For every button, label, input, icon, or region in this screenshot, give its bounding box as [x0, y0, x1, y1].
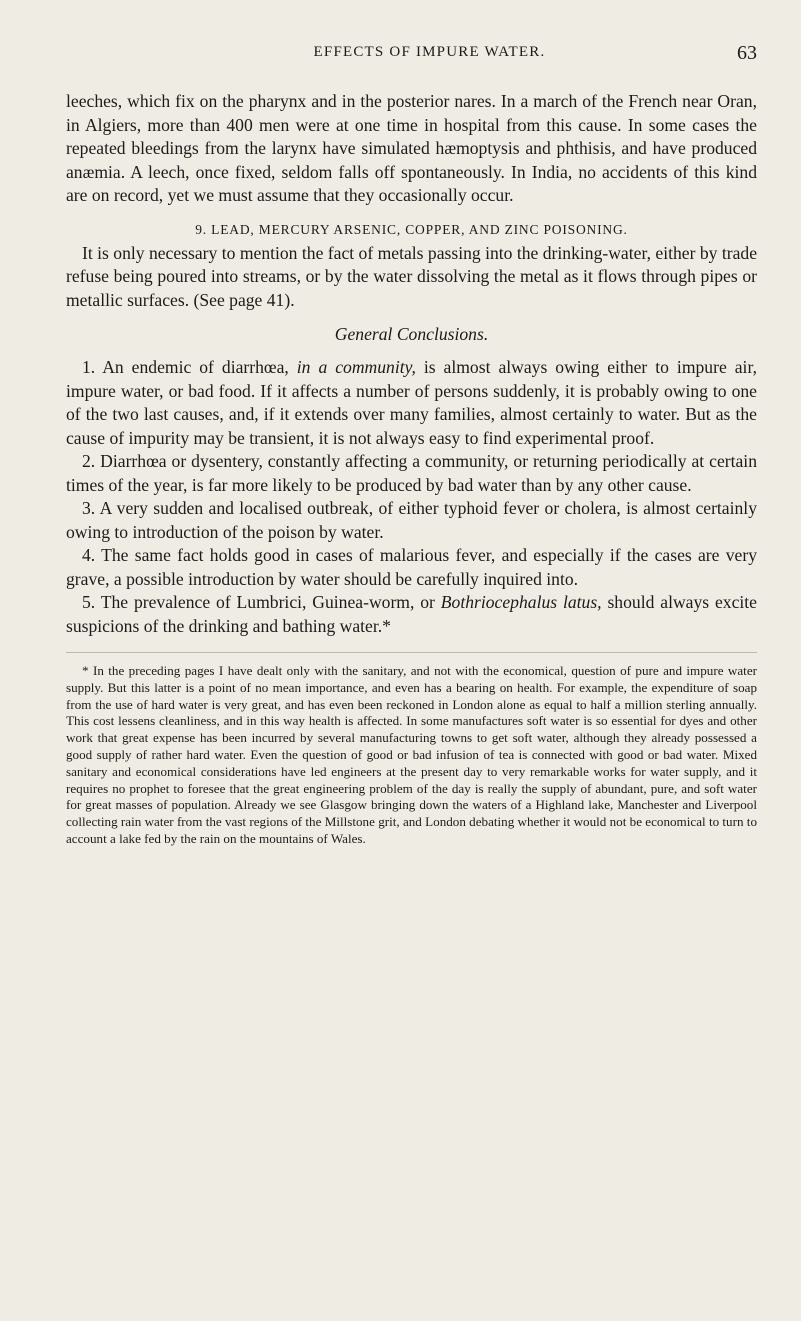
conclusion-item-5-text: 5. The prevalence of Lumbrici, Guinea-worm, or — [82, 592, 441, 612]
running-head — [66, 44, 757, 70]
footnote-divider — [66, 652, 757, 653]
general-conclusions-heading: General Conclusions. — [334, 324, 489, 344]
conclusion-item-1-text: 1. An endemic of diarrhœa, — [82, 357, 297, 377]
conclusion-item-1-italic: in a community, — [296, 357, 416, 377]
conclusion-item-1-rest: is almost always owing either to impure air, impure water, or bad food. If it affects a number of persons suddenly, it is probably owing to one of the two last causes, and, if it extends over many families, almost certainly to water. But as the cause of impurity may be transient, it is not always easy to find experimental proof. — [66, 357, 757, 448]
poisoning-paragraph: It is only necessary to mention the fact of metals passing into the drinking-water, either by trade refuse being poured into streams, or by the water dissolving the metal as it flows through pipes or metallic surfaces. (See page 41). — [66, 242, 757, 310]
conclusion-item-3: 3. A very sudden and localised outbreak, of either typhoid fever or cholera, is almost certainly owing to introduction of the poison by water. — [66, 498, 757, 542]
conclusion-item-4: 4. The same fact holds good in cases of malarious fever, and especially if the cases are very grave, a possible introduction by water should be carefully inquired into. — [66, 545, 757, 589]
conclusion-item-1 — [66, 356, 757, 450]
page-number: 63 — [737, 42, 757, 64]
conclusion-item-2: 2. Diarrhœa or dysentery, constantly affecting a community, or returning periodically at certain times of the year, is far more likely to be produced by bad water than by any other cause. — [66, 451, 757, 495]
conclusion-item-5 — [66, 591, 757, 638]
conclusion-item-5-italic: Bothriocephalus latus, — [440, 592, 602, 612]
intro-paragraph: leeches, which fix on the pharynx and in the posterior nares. In a march of the French near Oran, in Algiers, more than 400 men were at one time in hospital from this cause. In some cases the repeated bleedings from the larynx have simulated hæmoptysis and phthisis, and have produced anæmia. A leech, once fixed, seldom falls off spontaneously. In India, no accidents of this kind are on record, yet we must assume that they occasionally occur. — [66, 91, 757, 205]
running-title: EFFECTS OF IMPURE WATER. — [313, 44, 546, 60]
conclusion-item-5-rest: should always excite suspicions of the drinking and bathing water.* — [66, 592, 757, 636]
footnote: * In the preceding pages I have dealt only with the sanitary, and not with the economical, question of pure and impure water supply. But this latter is a point of no mean importance, and even has a bearing on health. For example, the expenditure of soap from the use of hard water is very great, and has even been reckoned in London alone as equal to half a million sterling annually. This cost lessens cleanliness, and in this way health is affected. In some manufactures soft water is so essential for dyes and other work that great expense has been incurred by several manufacturing towns to get soft water, although they already possessed a good supply of rather hard water. Even the question of good or bad infusion of tea is connected with good or bad water. Mixed sanitary and economical considerations have led engineers at the present day to very remarkable works for water supply, and it requires no prophet to foresee that the great engineering problem of the day is really the supply of abundant, pure, and soft water for great masses of population. Already we see Glasgow bringing down the waters of a Highland lake, Manchester and Liverpool collecting rain water from the vast regions of the Millstone grit, and London debating whether it would not be economical to turn to account a lake fed by the rain on the mountains of Wales. — [66, 663, 757, 846]
section-heading-poisoning: 9. LEAD, MERCURY ARSENIC, COPPER, AND ZINC POISONING. — [195, 221, 628, 237]
